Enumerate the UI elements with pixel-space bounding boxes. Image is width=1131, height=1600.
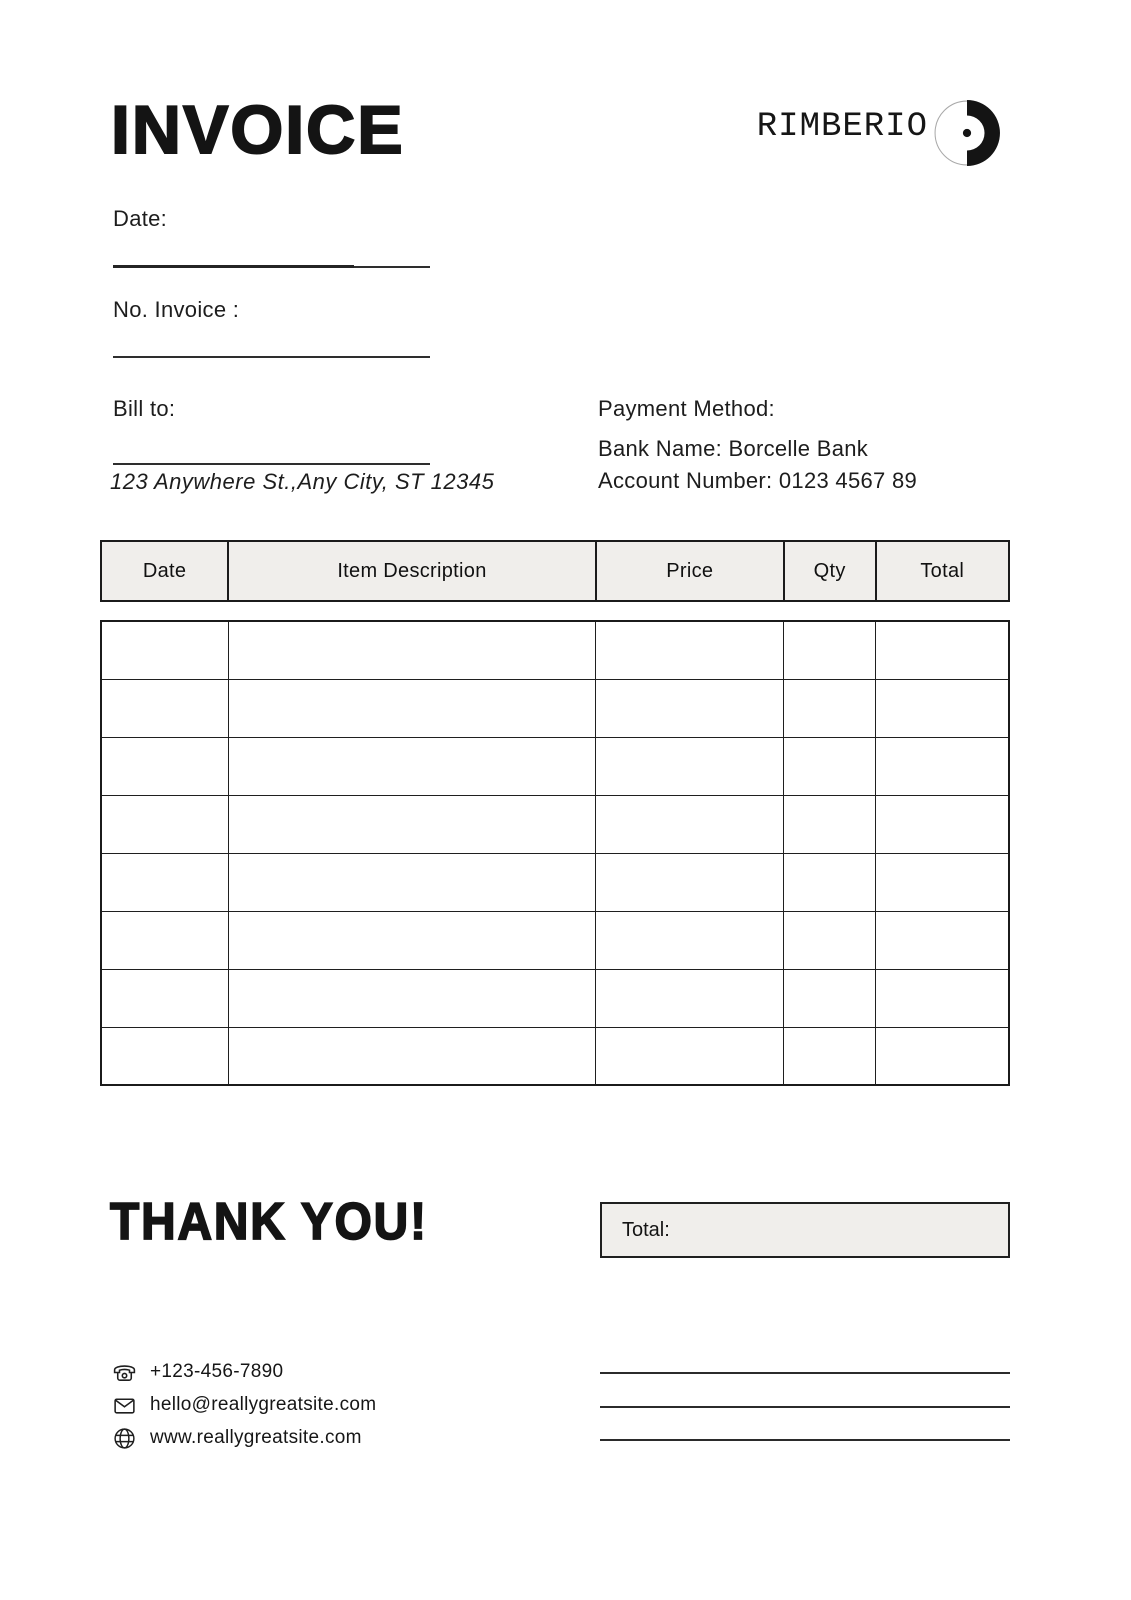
item-cell[interactable] [101, 621, 228, 679]
invoice-number-input-line[interactable] [113, 356, 430, 358]
item-cell[interactable] [228, 1027, 596, 1085]
item-cell[interactable] [101, 1027, 228, 1085]
item-row [101, 969, 1009, 1027]
item-cell[interactable] [101, 911, 228, 969]
contact-website-row [112, 1426, 376, 1450]
contact-phone-row [112, 1360, 376, 1384]
header-cell-description: Item Description [228, 541, 596, 601]
bill-to-label: Bill to: [113, 396, 176, 421]
header-cell-date: Date [101, 541, 228, 601]
bill-to-input-line[interactable] [113, 463, 430, 465]
email-text: hello@reallygreatsite.com [150, 1394, 377, 1415]
page-title: INVOICE [111, 92, 405, 168]
item-cell[interactable] [596, 679, 784, 737]
signature-line-2[interactable] [600, 1406, 1010, 1408]
item-cell[interactable] [876, 737, 1010, 795]
contact-block [112, 1360, 376, 1450]
item-cell[interactable] [876, 969, 1010, 1027]
item-cell[interactable] [784, 679, 876, 737]
website-text: www.reallygreatsite.com [150, 1427, 362, 1448]
item-cell[interactable] [876, 795, 1010, 853]
account-number-text: Account Number: 0123 4567 89 [598, 468, 918, 493]
item-cell[interactable] [101, 853, 228, 911]
invoice-number-label: No. Invoice : [113, 297, 240, 322]
header-cell-qty: Qty [784, 541, 876, 601]
item-cell[interactable] [876, 911, 1010, 969]
item-cell[interactable] [228, 737, 596, 795]
item-cell[interactable] [228, 795, 596, 853]
half-ring-dot-icon [933, 99, 1001, 167]
item-cell[interactable] [596, 621, 784, 679]
header-cell-price: Price [596, 541, 784, 601]
phone-text: +123-456-7890 [150, 1361, 284, 1382]
signature-line-3[interactable] [600, 1439, 1010, 1441]
globe-icon [112, 1426, 137, 1451]
item-cell[interactable] [228, 853, 596, 911]
item-cell[interactable] [228, 679, 596, 737]
item-cell[interactable] [876, 679, 1010, 737]
item-cell[interactable] [876, 1027, 1010, 1085]
brand-name: RIMBERIO [756, 108, 928, 146]
item-cell[interactable] [101, 969, 228, 1027]
payment-method-label: Payment Method: [598, 396, 775, 421]
item-cell[interactable] [784, 969, 876, 1027]
phone-icon [112, 1360, 137, 1385]
item-cell[interactable] [596, 1027, 784, 1085]
item-cell[interactable] [596, 795, 784, 853]
item-cell[interactable] [596, 853, 784, 911]
item-cell[interactable] [596, 969, 784, 1027]
total-label: Total: [622, 1218, 670, 1241]
item-cell[interactable] [876, 853, 1010, 911]
item-cell[interactable] [876, 621, 1010, 679]
items-table-body [100, 620, 1010, 1086]
contact-email-row [112, 1393, 376, 1417]
thank-you-text: THANK YOU! [110, 1193, 428, 1251]
item-cell[interactable] [784, 911, 876, 969]
item-cell[interactable] [596, 911, 784, 969]
item-cell[interactable] [101, 737, 228, 795]
item-row [101, 1027, 1009, 1085]
total-box[interactable] [600, 1202, 1010, 1258]
item-cell[interactable] [596, 737, 784, 795]
item-cell[interactable] [101, 795, 228, 853]
item-cell[interactable] [228, 621, 596, 679]
header-row [101, 541, 1009, 601]
header-cell-total: Total [876, 541, 1010, 601]
item-cell[interactable] [228, 911, 596, 969]
item-cell[interactable] [784, 621, 876, 679]
item-row [101, 679, 1009, 737]
item-cell[interactable] [784, 795, 876, 853]
items-table-header [100, 540, 1010, 602]
envelope-icon [112, 1393, 137, 1418]
date-input-line[interactable] [113, 266, 430, 268]
item-row [101, 737, 1009, 795]
item-row [101, 795, 1009, 853]
item-row [101, 911, 1009, 969]
bill-to-address: 123 Anywhere St.,Any City, ST 12345 [110, 469, 495, 494]
item-cell[interactable] [101, 679, 228, 737]
signature-line-1[interactable] [600, 1372, 1010, 1374]
item-cell[interactable] [784, 853, 876, 911]
date-label: Date: [113, 206, 168, 231]
item-row [101, 853, 1009, 911]
item-row [101, 621, 1009, 679]
item-cell[interactable] [228, 969, 596, 1027]
item-cell[interactable] [784, 737, 876, 795]
bank-name-text: Bank Name: Borcelle Bank [598, 436, 869, 461]
item-cell[interactable] [784, 1027, 876, 1085]
